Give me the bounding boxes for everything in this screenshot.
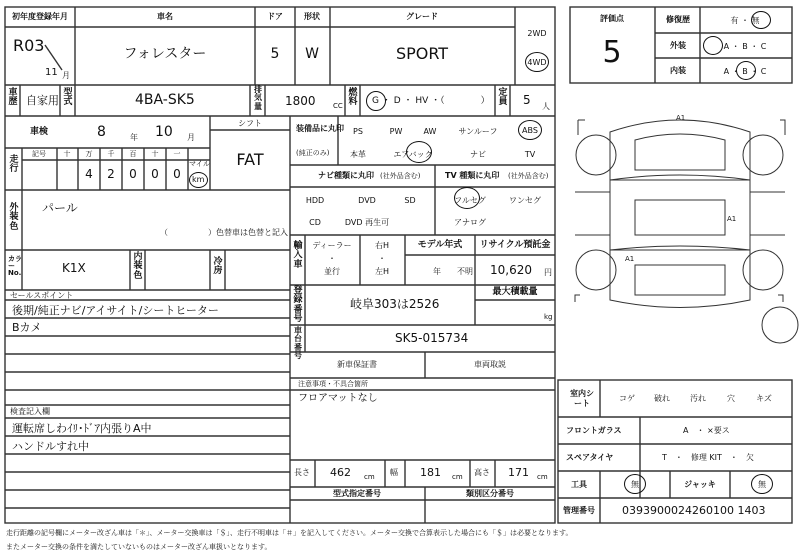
handle-left: 左H [374, 267, 390, 276]
max-load-label: 最大積載量 [492, 287, 538, 297]
mileage-label: 走行 [9, 155, 19, 175]
fuel-options: G ・ D ・ HV ・（ ） [372, 96, 490, 106]
tv-analog: アナログ [454, 218, 486, 227]
unit-3: 百 [129, 150, 137, 158]
rating-value: 5 [602, 35, 622, 70]
car-name: フォレスター [123, 46, 207, 62]
displacement-label: 排気量 [254, 85, 262, 111]
tv-label: TV 種類に丸印 [445, 171, 500, 180]
navi-hdd: HDD [305, 196, 325, 205]
seat-hole: 穴 [727, 394, 735, 403]
navi-dvd-play: DVD 再生可 [344, 218, 390, 227]
color-no-value: K1X [62, 261, 86, 275]
category-value: 自家用 [26, 94, 59, 107]
owner-manual: 車両取説 [474, 360, 506, 369]
fuel-label: 燃料 [348, 88, 358, 108]
height-label: 高さ [474, 468, 490, 477]
windshield-label: フロントガラス [566, 426, 622, 435]
inspector-label: 検査記入欄 [10, 407, 50, 416]
footer-line-1: 走行距離の記号欄にメーター改ざん車は「＊」、メーター交換車は「＄」、走行不明車は「＃」を記入してください。メーター交換で合算表示した場合にも「＄」は必要となります。 [6, 529, 573, 537]
tools-label: 工具 [571, 480, 587, 489]
year-label: 初年度登録年月 [12, 12, 68, 21]
model-label: 型式 [63, 88, 73, 108]
import-parallel: 並行 [324, 267, 340, 276]
height-value: 171 [508, 466, 529, 479]
jack-value: 無 [758, 480, 766, 489]
repair-options: 有 ・ 無 [730, 16, 760, 25]
model-value: 4BA-SK5 [135, 92, 195, 108]
model-year-unit: 年 [433, 267, 441, 276]
new-car-warranty: 新車保証書 [337, 360, 377, 369]
width-unit: cm [452, 473, 463, 481]
door-count: 5 [270, 46, 280, 62]
eq-tv: TV [524, 150, 536, 159]
drive-2wd: 2WD [527, 29, 547, 38]
digit-1: 2 [107, 167, 115, 181]
body-shape: W [305, 46, 319, 62]
interior-rating-label: 内装 [670, 66, 686, 75]
model-year-label: モデル年式 [417, 240, 463, 250]
digit-2: 0 [129, 167, 137, 181]
type-designation-label: 型式指定番号 [333, 489, 381, 498]
eq-pw: PW [389, 127, 403, 136]
handle-dot: ・ [378, 254, 386, 263]
eq-ps: PS [353, 127, 363, 136]
interior-b-circle [736, 61, 756, 80]
eq-navi: ナビ [470, 150, 486, 159]
drive-4wd: 4WD [527, 58, 547, 67]
tv-label-sub: (社外品含む) [508, 172, 549, 180]
grade-value: SPORT [395, 44, 449, 63]
navi-cd: CD [309, 218, 321, 227]
width-value: 181 [420, 466, 441, 479]
jack-label: ジャッキ [684, 480, 716, 489]
inspection-year: 8 [97, 124, 106, 140]
import-dot: ・ [328, 254, 336, 263]
chassis-label: 車台番号 [294, 326, 302, 361]
spare-label: スペアタイヤ [566, 453, 614, 462]
cc-unit: CC [333, 102, 343, 110]
recycle-label: リサイクル預託金 [479, 240, 551, 250]
inspector-line-1: 運転席しわｲﾘ･ﾄﾞｱ内張りA中 [12, 422, 152, 435]
tv-fullseg: フルセグ [454, 196, 486, 205]
ac-label: 冷房 [213, 257, 223, 277]
eq-airbag: エアバック [393, 150, 433, 159]
mileage-sign-label: 記号 [32, 150, 46, 158]
displacement-value: 1800 [285, 94, 316, 108]
windshield-options: A ・ ×要ス [683, 426, 730, 435]
shift-value: FAT [236, 150, 264, 169]
repair-label: 修復歴 [666, 15, 690, 24]
unit-5: 一 [173, 150, 181, 158]
max-load-unit: kg [544, 313, 553, 321]
interior-color-label: 内装色 [133, 252, 143, 281]
mark-a1-right: A1 [727, 215, 737, 223]
recycle-unit: 円 [544, 268, 552, 277]
handle-right: 右H [374, 241, 390, 250]
seat-scratch: キズ [756, 394, 772, 403]
registration-value: 岐阜303は2526 [350, 297, 440, 311]
reg-year: R03 [13, 36, 45, 55]
navi-dvd: DVD [358, 196, 376, 205]
seat-burn: コゲ [619, 394, 635, 403]
exterior-color-label: 外装色 [9, 203, 19, 232]
shape-label: 形状 [304, 12, 320, 21]
registration-label: 登録番号 [293, 286, 303, 325]
tools-value: 無 [631, 480, 639, 489]
seat-label: 室内シート [570, 389, 594, 409]
control-label: 管理番号 [563, 506, 595, 515]
mark-a1-left: A1 [625, 255, 635, 263]
reg-month-unit: 月 [62, 71, 70, 80]
sales-point-line-1: 後期/純正ナビ/アイサイト/シートヒーター [12, 304, 219, 317]
inspector-line-2: ハンドルすれ中 [12, 440, 89, 453]
equipment-sublabel: (純正のみ) [296, 149, 330, 157]
notes-label: 注意事項・不具合箇所 [298, 380, 368, 388]
length-unit: cm [364, 473, 375, 481]
inspection-label: 車検 [30, 127, 49, 137]
footer-line-2: またメーター交換の条件を満たしていないものはメーター改ざん車扱いとなります。 [6, 543, 272, 551]
control-value: 0393900024260100 1403 [622, 504, 766, 517]
unit-2: 千 [107, 150, 115, 158]
seat-dirt: 汚れ [690, 394, 706, 403]
unit-0: 十 [63, 150, 71, 158]
category-label: 車歴 [8, 88, 18, 108]
eq-abs: ABS [522, 126, 538, 135]
sales-point-line-2: Bカメ [12, 321, 42, 334]
reg-month: 11 [45, 67, 58, 78]
eq-leather: 本革 [350, 150, 366, 159]
navi-label: ナビ種類に丸印 [318, 171, 374, 180]
exterior-color-value: パール [42, 201, 78, 215]
exterior-a-circle [703, 36, 723, 55]
inspection-month: 10 [155, 124, 173, 140]
category-number-label: 類別区分番号 [466, 489, 514, 498]
exterior-rating-options: A ・ B ・ C [723, 42, 767, 51]
import-dealer: ディーラー [312, 241, 352, 250]
spare-options: T ・ 修理 KIT ・ 欠 [662, 453, 754, 462]
digit-4: 0 [173, 167, 181, 181]
door-label: ドア [267, 12, 283, 21]
inspection-year-unit: 年 [130, 133, 138, 142]
import-label: 輸入車 [293, 241, 303, 270]
exterior-rating-label: 外装 [670, 41, 686, 50]
mile-label: マイル [189, 160, 210, 168]
navi-sd: SD [404, 196, 416, 205]
grade-label: グレード [406, 12, 438, 21]
digit-0: 4 [85, 167, 93, 181]
seat-tear: 破れ [654, 394, 670, 403]
km-label: km [192, 175, 205, 184]
repair-none-circle [751, 11, 771, 29]
capacity-label: 定員 [498, 88, 508, 108]
unit-1: 万 [85, 150, 93, 158]
navi-label-sub: (社外品含む) [380, 172, 421, 180]
width-label: 幅 [390, 468, 398, 477]
height-unit: cm [537, 473, 548, 481]
sales-point-label: セールスポイント [10, 291, 74, 300]
unit-4: 十 [151, 150, 159, 158]
digit-3: 0 [151, 167, 159, 181]
eq-sunroof: サンルーフ [458, 127, 498, 136]
color-no-label: カラーNo. [8, 255, 22, 277]
mark-a1-front: A1 [676, 114, 686, 122]
equipment-label: 装備品に丸印 [296, 124, 344, 133]
rating-label: 評価点 [600, 14, 624, 23]
color-change-note: （ ）色替車は色替と記入 [160, 228, 288, 237]
car-name-label: 車名 [157, 12, 173, 21]
capacity-value: 5 [523, 93, 531, 107]
recycle-value: 10,620 [490, 263, 532, 277]
person-unit: 人 [542, 102, 550, 111]
chassis-value: SK5-015734 [395, 331, 469, 345]
interior-rating-options: A ・ B ・ C [723, 67, 767, 76]
shift-label: シフト [238, 119, 262, 128]
length-label: 長さ [294, 468, 310, 477]
tv-oneseg: ワンセグ [509, 196, 541, 205]
eq-aw: AW [423, 127, 437, 136]
notes-value: フロアマットなし [298, 393, 378, 404]
inspection-month-unit: 月 [187, 133, 195, 142]
length-value: 462 [330, 466, 351, 479]
model-year-unknown: 不明 [457, 267, 473, 276]
